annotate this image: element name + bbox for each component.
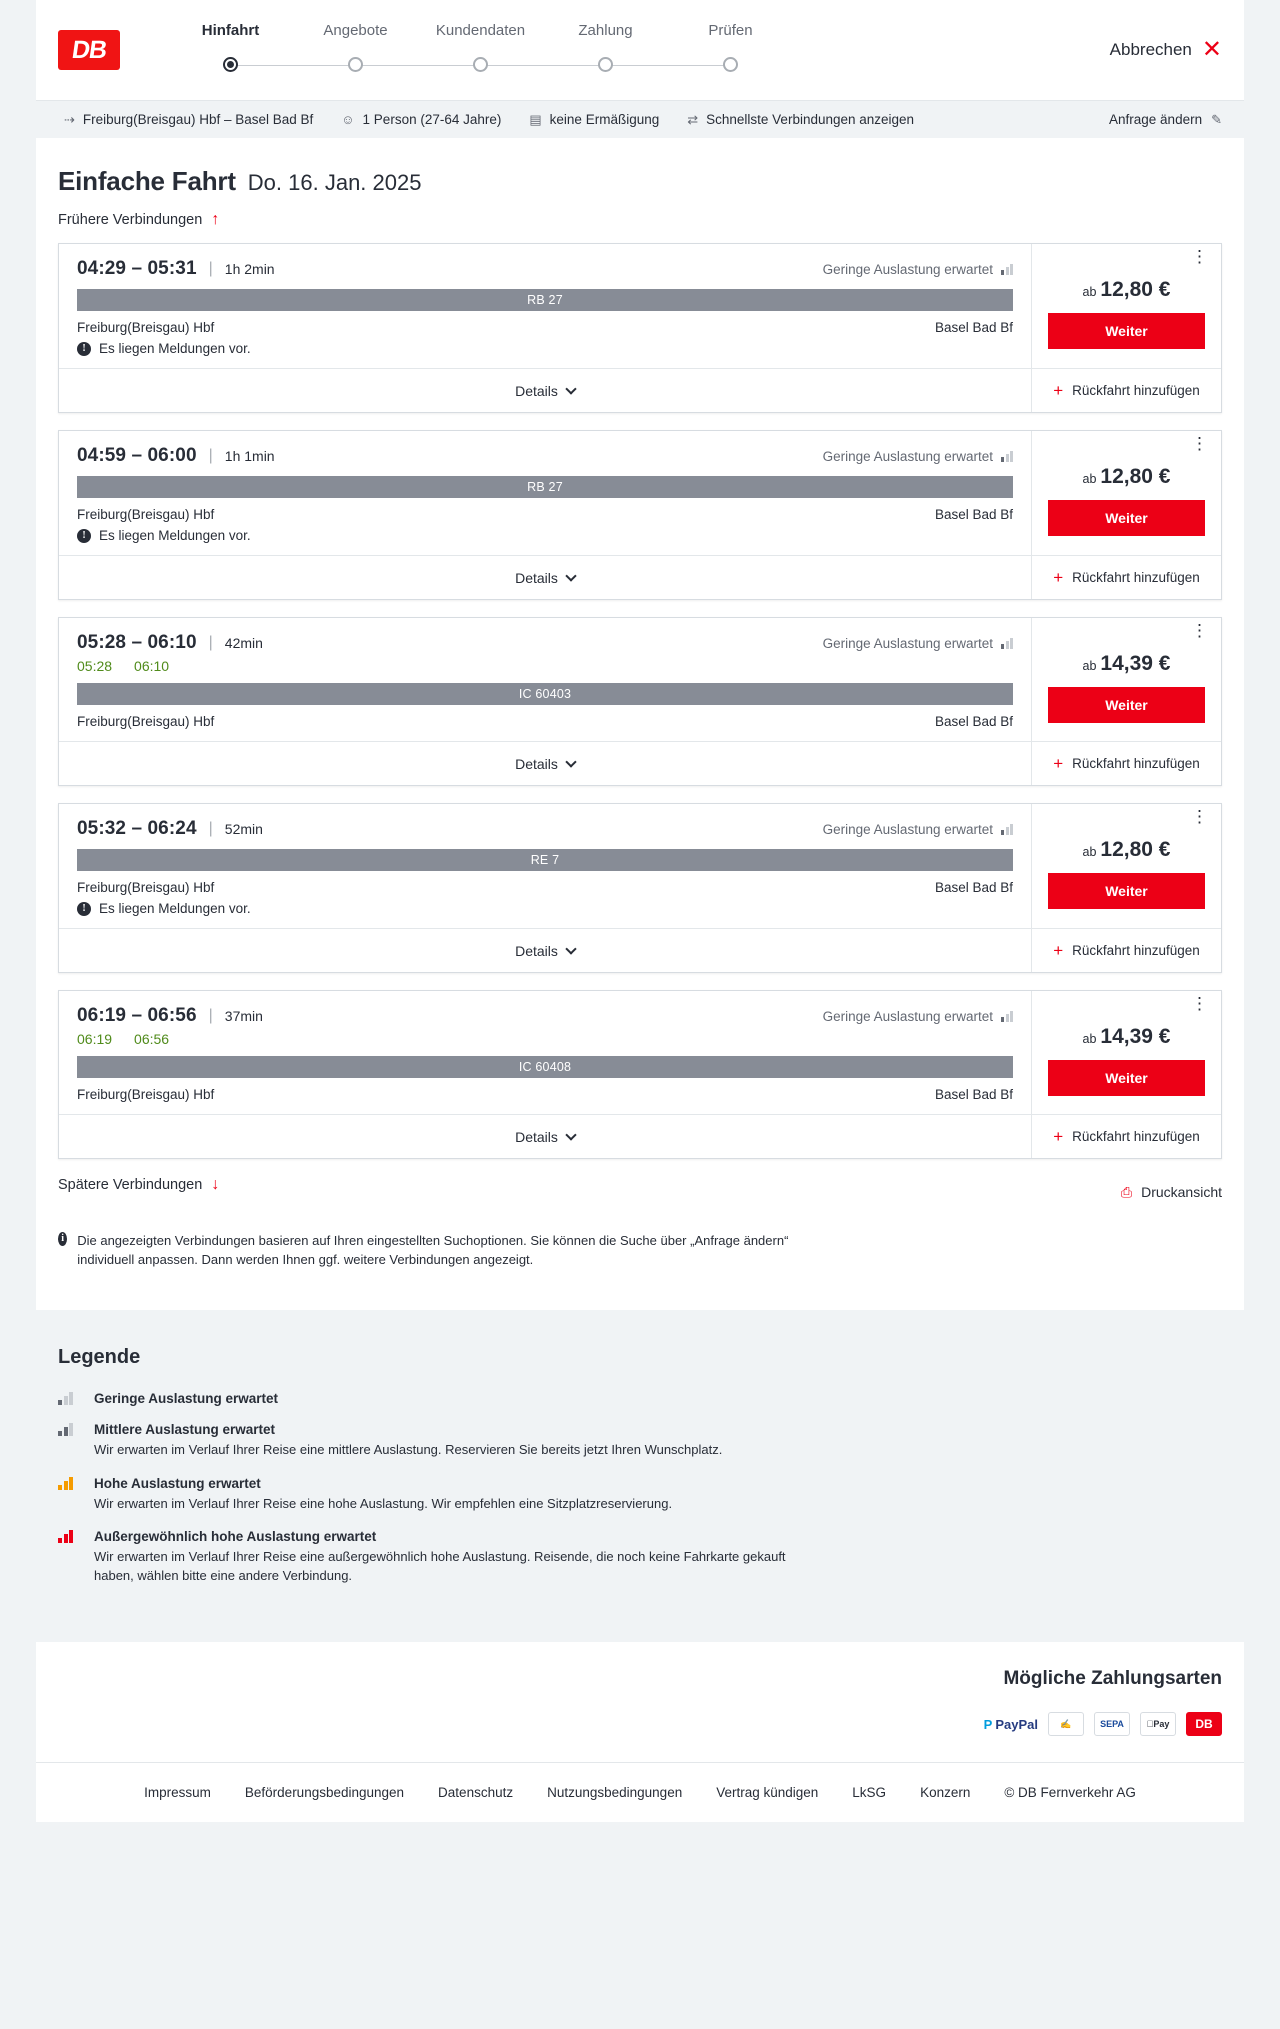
app-header: [36, 0, 1244, 100]
legend-item: [58, 1529, 1222, 1586]
connection-subtime: 06:56: [134, 1031, 170, 1047]
step-zahlung[interactable]: [543, 22, 668, 79]
connection-from: Freiburg(Breisgau) Hbf: [77, 1087, 215, 1102]
price-value: ab 12,80 €: [1082, 278, 1171, 301]
connection-card[interactable]: [58, 803, 1222, 973]
chevron-down-icon: [565, 1129, 576, 1140]
utilization-icon: [1001, 1010, 1013, 1022]
step-hinfahrt[interactable]: [168, 22, 293, 79]
legend-item: [58, 1476, 1222, 1514]
filter-icon: ⇄: [687, 111, 699, 127]
more-options-icon[interactable]: ⋮: [1191, 621, 1209, 640]
add-return-label: Rückfahrt hinzufügen: [1072, 383, 1200, 398]
db-pay-icon: DB: [1186, 1712, 1222, 1736]
legend-item-description: Wir erwarten im Verlauf Ihrer Reise eine mittlere Auslastung. Reservieren Sie bereits jetzt Ihren Wunschplatz.: [94, 1441, 723, 1457]
divider: |: [208, 820, 213, 837]
details-toggle[interactable]: [59, 555, 1031, 599]
pencil-icon: ✎: [1211, 111, 1222, 127]
connection-offer: [1031, 431, 1221, 599]
connection-to: Basel Bad Bf: [934, 507, 1013, 522]
paypal-icon: P PayPal: [983, 1716, 1038, 1732]
connection-subtimes: [77, 1031, 1013, 1047]
price-value: ab 14,39 €: [1082, 1025, 1171, 1048]
legend-item-label: Außergewöhnlich hohe Auslastung erwartet: [94, 1529, 377, 1545]
footer-link[interactable]: Konzern: [920, 1785, 971, 1801]
chevron-down-icon: [565, 383, 576, 394]
connection-header: [77, 632, 1013, 654]
divider: |: [208, 634, 213, 651]
add-return-label: Rückfahrt hinzufügen: [1072, 756, 1200, 771]
connection-stations: [77, 507, 1013, 522]
connection-duration: 1h 2min: [224, 261, 275, 277]
page-title: [58, 166, 1222, 197]
add-return-label: Rückfahrt hinzufügen: [1072, 943, 1200, 958]
footer-link[interactable]: LkSG: [852, 1785, 887, 1801]
info-icon: !: [77, 529, 91, 543]
details-label: Details: [515, 569, 558, 586]
connection-offer: [1031, 991, 1221, 1158]
connection-message-text: Es liegen Meldungen vor.: [99, 341, 251, 356]
footer-link[interactable]: Impressum: [144, 1785, 211, 1801]
connection-train: RB 27: [77, 476, 1013, 498]
info-icon: i: [58, 1232, 67, 1246]
legend-item-description: Wir erwarten im Verlauf Ihrer Reise eine hohe Auslastung. Wir empfehlen eine Sitzplatzreservierung.: [94, 1495, 673, 1511]
connection-train: IC 60408: [77, 1056, 1013, 1078]
price-value: ab 12,80 €: [1082, 838, 1171, 861]
connection-duration: 42min: [224, 635, 263, 651]
plus-icon: +: [1053, 754, 1064, 773]
step-label: Kundendaten: [435, 21, 526, 39]
close-icon: ✕: [1201, 36, 1222, 63]
more-options-icon[interactable]: ⋮: [1191, 807, 1209, 826]
utilization-icon: [58, 1477, 80, 1490]
query-route[interactable]: [50, 112, 327, 128]
step-connector: [606, 65, 731, 66]
footer-links: [36, 1785, 1244, 1800]
legend-item-description: Wir erwarten im Verlauf Ihrer Reise eine außergewöhnlich hohe Auslastung. Reisende, die noch keine Fahrkarte gekauft haben, wählen bitte eine andere Verbindung.: [94, 1549, 786, 1584]
plus-icon: +: [1053, 381, 1064, 400]
connection-message-text: Es liegen Meldungen vor.: [99, 528, 251, 543]
utilization-icon: [58, 1530, 80, 1543]
query-route-label: Freiburg(Breisgau) Hbf – Basel Bad Bf: [82, 112, 314, 127]
connection-load: [823, 636, 1013, 651]
continue-button[interactable]: Weiter: [1048, 1060, 1205, 1096]
connection-load: [823, 262, 1013, 277]
legend-item-label: Geringe Auslastung erwartet: [94, 1390, 279, 1406]
arrow-up-icon: ↑: [211, 211, 220, 228]
price-prefix: ab: [1082, 285, 1097, 299]
results-main: [36, 138, 1244, 1310]
legend-item-head: [58, 1422, 1222, 1437]
legend-item-head: [58, 1529, 1222, 1544]
query-options[interactable]: [673, 112, 928, 128]
divider: |: [208, 1007, 213, 1024]
connection-load-label: Geringe Auslastung erwartet: [822, 1008, 993, 1024]
price-prefix: ab: [1082, 659, 1097, 673]
connection-details: [59, 991, 1031, 1158]
card-icon: ▤: [529, 111, 542, 127]
payment-icons: [58, 1712, 1222, 1736]
footer-link[interactable]: Vertrag kündigen: [716, 1785, 819, 1801]
legend-item: [58, 1422, 1222, 1460]
connection-stations: [77, 320, 1013, 335]
add-return-button[interactable]: [1032, 368, 1221, 412]
footer-copyright: © DB Fernverkehr AG: [1004, 1785, 1136, 1801]
step-angebote[interactable]: [293, 22, 418, 79]
query-options-label: Schnellste Verbindungen anzeigen: [706, 112, 915, 127]
add-return-button[interactable]: [1032, 928, 1221, 972]
connection-subtime: 05:28: [77, 658, 113, 674]
continue-button[interactable]: Weiter: [1048, 313, 1205, 349]
utilization-icon: [58, 1392, 80, 1405]
connection-duration: 1h 1min: [224, 448, 275, 464]
price-value: ab 14,39 €: [1082, 652, 1171, 675]
page-title-date: Do. 16. Jan. 2025: [247, 170, 422, 195]
utilization-icon: [1001, 637, 1013, 649]
connection-header: [77, 445, 1013, 467]
connection-load: [823, 449, 1013, 464]
person-icon: ☺: [341, 112, 355, 127]
page-title-text: Einfache Fahrt: [58, 166, 236, 196]
query-passengers-label: 1 Person (27-64 Jahre): [362, 112, 502, 127]
connection-header: [77, 1005, 1013, 1027]
connection-message-text: Es liegen Meldungen vor.: [99, 901, 251, 916]
connection-train: RB 27: [77, 289, 1013, 311]
details-label: Details: [515, 1128, 558, 1145]
connection-details: [59, 431, 1031, 599]
later-connections-button[interactable]: [58, 1176, 219, 1194]
connection-duration: 37min: [224, 1008, 263, 1024]
connection-stations: [77, 1087, 1013, 1102]
price-prefix: ab: [1082, 845, 1097, 859]
connection-load-label: Geringe Auslastung erwartet: [822, 448, 993, 464]
info-icon: !: [77, 902, 91, 916]
utilization-icon: [1001, 450, 1013, 462]
legend-item: [58, 1391, 1222, 1406]
apple-pay-icon: Pay: [1140, 1712, 1176, 1736]
step-label: Prüfen: [708, 21, 753, 39]
connection-message: [77, 901, 1013, 916]
connection-to: Basel Bad Bf: [934, 880, 1013, 895]
chevron-down-icon: [565, 756, 576, 767]
connection-time-range: 06:19 – 06:56: [77, 1005, 197, 1026]
step-label: Angebote: [323, 21, 388, 39]
legend-item-head: [58, 1476, 1222, 1491]
add-return-button[interactable]: [1032, 1114, 1221, 1158]
connection-to: Basel Bad Bf: [934, 320, 1013, 335]
step-dot-icon: [723, 57, 738, 72]
add-return-button[interactable]: [1032, 741, 1221, 785]
results-footer-row: [58, 1176, 1222, 1208]
legend-section: [36, 1310, 1244, 1642]
connection-load-label: Geringe Auslastung erwartet: [822, 261, 993, 277]
change-query-label: Anfrage ändern: [1109, 112, 1203, 127]
connection-train: IC 60403: [77, 683, 1013, 705]
query-summary-bar: [36, 100, 1244, 138]
progress-steps: [168, 22, 793, 79]
connection-card[interactable]: [58, 243, 1222, 413]
divider: |: [208, 260, 213, 277]
more-options-icon[interactable]: ⋮: [1191, 434, 1209, 453]
printer-icon: ⎙: [1120, 1183, 1133, 1200]
connection-offer: [1031, 244, 1221, 412]
connection-from: Freiburg(Breisgau) Hbf: [77, 320, 215, 335]
connection-card[interactable]: [58, 430, 1222, 600]
step-label: Hinfahrt: [201, 21, 260, 39]
legend-item-label: Mittlere Auslastung erwartet: [94, 1421, 276, 1437]
earlier-connections-button[interactable]: [58, 211, 219, 229]
step-label: Zahlung: [578, 21, 633, 39]
cancel-button[interactable]: [1110, 38, 1222, 62]
details-label: Details: [515, 382, 558, 399]
connection-from: Freiburg(Breisgau) Hbf: [77, 714, 215, 729]
add-return-button[interactable]: [1032, 555, 1221, 599]
more-options-icon[interactable]: ⋮: [1191, 994, 1209, 1013]
route-arrow-icon: ⇢: [64, 111, 75, 127]
sepa-icon: SEPA: [1094, 1712, 1130, 1736]
connection-subtime: 06:19: [77, 1031, 113, 1047]
site-footer: [36, 1762, 1244, 1822]
db-logo-text: DB: [70, 35, 109, 64]
connection-load: [823, 822, 1013, 837]
utilization-icon: [1001, 263, 1013, 275]
plus-icon: +: [1053, 941, 1064, 960]
connection-offer: [1031, 618, 1221, 785]
connection-message: [77, 341, 1013, 356]
price-value: ab 12,80 €: [1082, 465, 1171, 488]
query-discount-label: keine Ermäßigung: [549, 112, 660, 127]
query-passengers[interactable]: [327, 112, 515, 127]
footer-link[interactable]: Nutzungsbedingungen: [547, 1785, 683, 1801]
plus-icon: +: [1053, 568, 1064, 587]
cancel-label: Abbrechen: [1109, 40, 1192, 59]
connection-header: [77, 818, 1013, 840]
divider: |: [208, 447, 213, 464]
chevron-down-icon: [565, 943, 576, 954]
step-dot-icon: [473, 57, 488, 72]
price-prefix: ab: [1082, 1032, 1097, 1046]
continue-button[interactable]: Weiter: [1048, 687, 1205, 723]
arrow-down-icon: ↓: [211, 1176, 220, 1193]
connection-time-range: 05:28 – 06:10: [77, 632, 197, 653]
continue-button[interactable]: Weiter: [1048, 873, 1205, 909]
connection-details: [59, 804, 1031, 972]
legend-list: [58, 1391, 1222, 1586]
step-connector: [231, 65, 356, 66]
connection-from: Freiburg(Breisgau) Hbf: [77, 507, 215, 522]
chevron-down-icon: [565, 570, 576, 581]
footer-link[interactable]: Datenschutz: [438, 1785, 514, 1801]
connection-offer: [1031, 804, 1221, 972]
connection-load-label: Geringe Auslastung erwartet: [822, 821, 993, 837]
connection-stations: [77, 880, 1013, 895]
connection-from: Freiburg(Breisgau) Hbf: [77, 880, 215, 895]
connection-message: [77, 528, 1013, 543]
details-toggle[interactable]: [59, 741, 1031, 785]
connection-card[interactable]: [58, 617, 1222, 786]
connection-to: Basel Bad Bf: [934, 714, 1013, 729]
connection-to: Basel Bad Bf: [934, 1087, 1013, 1102]
step-connector: [481, 65, 606, 66]
info-icon: !: [77, 342, 91, 356]
details-toggle[interactable]: [59, 368, 1031, 412]
utilization-icon: [58, 1423, 80, 1436]
connection-header: [77, 258, 1013, 280]
step-connector: [356, 65, 481, 66]
connection-card[interactable]: [58, 990, 1222, 1159]
connection-load: [823, 1009, 1013, 1024]
price-prefix: ab: [1082, 472, 1097, 486]
connection-time-range: 04:29 – 05:31: [77, 258, 197, 279]
step-pruefen[interactable]: [668, 22, 793, 79]
step-dot-icon: [223, 57, 238, 72]
connection-time-range: 04:59 – 06:00: [77, 445, 197, 466]
print-view-button[interactable]: [1121, 1184, 1222, 1201]
query-discount[interactable]: [515, 112, 673, 128]
later-connections-label: Spätere Verbindungen: [58, 1177, 203, 1193]
more-options-icon[interactable]: ⋮: [1191, 247, 1209, 266]
details-toggle[interactable]: [59, 928, 1031, 972]
plus-icon: +: [1053, 1127, 1064, 1146]
connection-subtimes: [77, 658, 1013, 674]
direct-debit-icon: ✍: [1048, 1712, 1084, 1736]
connection-stations: [77, 714, 1013, 729]
connection-time-range: 05:32 – 06:24: [77, 818, 197, 839]
connection-load-label: Geringe Auslastung erwartet: [822, 635, 993, 651]
step-dot-icon: [348, 57, 363, 72]
db-logo-icon[interactable]: [58, 30, 120, 70]
print-view-label: Druckansicht: [1141, 1184, 1222, 1200]
earlier-connections-label: Frühere Verbindungen: [58, 212, 203, 228]
legend-item-label: Hohe Auslastung erwartet: [94, 1475, 261, 1491]
connection-train: RE 7: [77, 849, 1013, 871]
search-hint: [58, 1232, 848, 1270]
continue-button[interactable]: Weiter: [1048, 500, 1205, 536]
connection-list: [58, 243, 1222, 1159]
legend-item-head: [58, 1391, 1222, 1406]
connection-subtime: 06:10: [134, 658, 170, 674]
details-label: Details: [515, 755, 558, 772]
details-label: Details: [515, 942, 558, 959]
connection-details: [59, 244, 1031, 412]
search-hint-text: Die angezeigten Verbindungen basieren auf Ihren eingestellten Suchoptionen. Sie können die Suche über „Anfrage ändern“ individuell anpassen. Dann werden Ihnen ggf. weitere Verbindungen angezeigt.: [77, 1233, 789, 1267]
change-query-button[interactable]: [1109, 112, 1230, 128]
payment-title: Mögliche Zahlungsarten: [1003, 1668, 1222, 1690]
step-dot-icon: [598, 57, 613, 72]
details-toggle[interactable]: [59, 1114, 1031, 1158]
step-kundendaten[interactable]: [418, 22, 543, 79]
footer-link[interactable]: Beförderungsbedingungen: [244, 1785, 405, 1801]
utilization-icon: [1001, 823, 1013, 835]
add-return-label: Rückfahrt hinzufügen: [1072, 570, 1200, 585]
connection-details: [59, 618, 1031, 785]
add-return-label: Rückfahrt hinzufügen: [1072, 1129, 1200, 1144]
connection-duration: 52min: [224, 821, 263, 837]
legend-title: Legende: [58, 1345, 141, 1368]
payment-section: [36, 1642, 1244, 1762]
